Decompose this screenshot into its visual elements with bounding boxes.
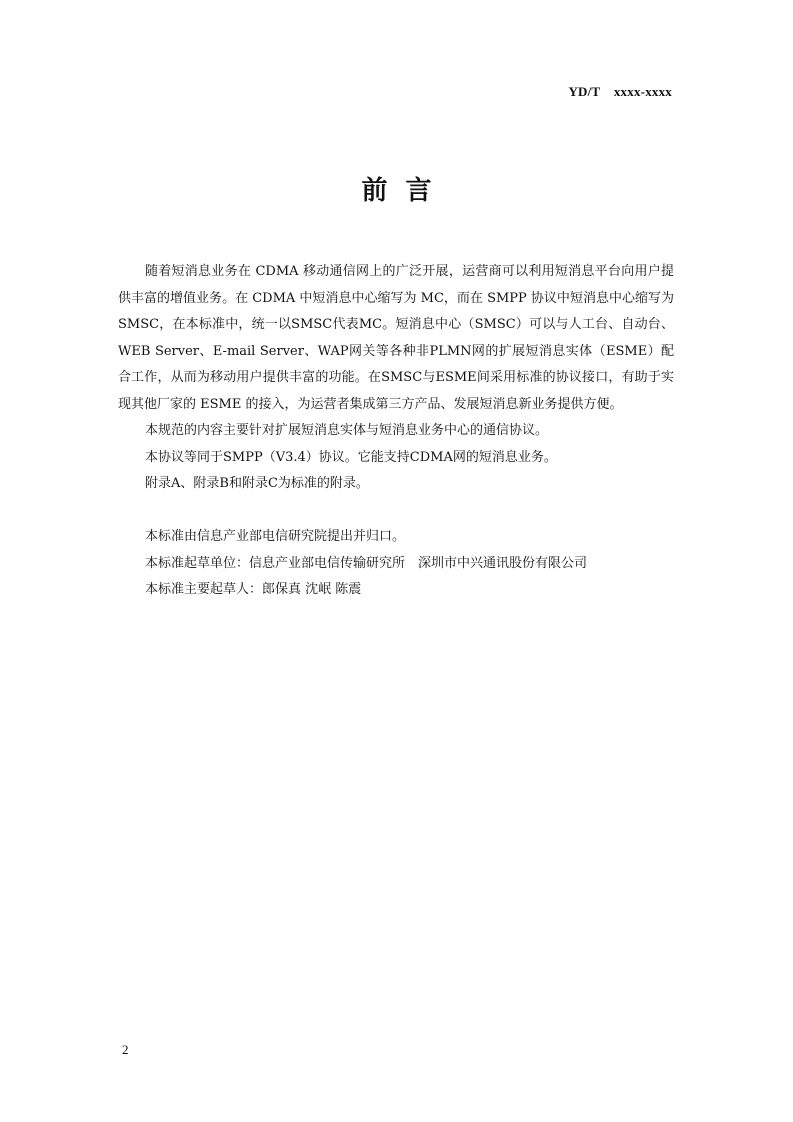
page-number: 2	[122, 1042, 129, 1057]
section-spacer	[118, 498, 674, 525]
page-title: 前言	[361, 176, 450, 206]
paragraph-equivalence: 本协议等同于SMPP（V3.4）协议。它能支持CDMA网的短消息业务。	[145, 449, 557, 465]
credit-drafters: 本标准主要起草人：郎保真 沈岷 陈震	[145, 582, 362, 597]
paragraph-appendices: 附录A、附录B和附录C为标准的附录。	[145, 476, 369, 491]
foreword-body	[118, 259, 674, 604]
document-code: YD/T xxxx-xxxx	[568, 84, 672, 99]
credit-drafting-units: 本标准起草单位：信息产业部电信传输研究所 深圳市中兴通讯股份有限公司	[145, 555, 588, 571]
paragraph-scope: 本规范的内容主要针对扩展短消息实体与短消息业务中心的通信协议。	[145, 423, 549, 438]
paragraph-background: 随着短消息业务在 CDMA 移动通信网上的广泛开展，运营商可以利用短消息平台向用户提供丰富的增值业务。在 CDMA 中短消息中心缩写为 MC，而在 SMPP 协议中短消息中心缩写为 SMSC，在本标准中，统一以SMSC代表MC。短消息中心（SMSC）可以与人工台、自动台、WEB Server、E-mail Server、WAP网关等各种非PLMN网的扩展短消息实体（ESME）配合工作，从而为移动用户提供丰富的功能。在SMSC与ESME间采用标准的协议接口，有助于实现其他厂家的 ESME 的接入，为运营者集成第三方产品、发展短消息新业务提供方便。	[118, 264, 674, 412]
credit-proposer: 本标准由信息产业部电信研究院提出并归口。	[145, 529, 406, 544]
